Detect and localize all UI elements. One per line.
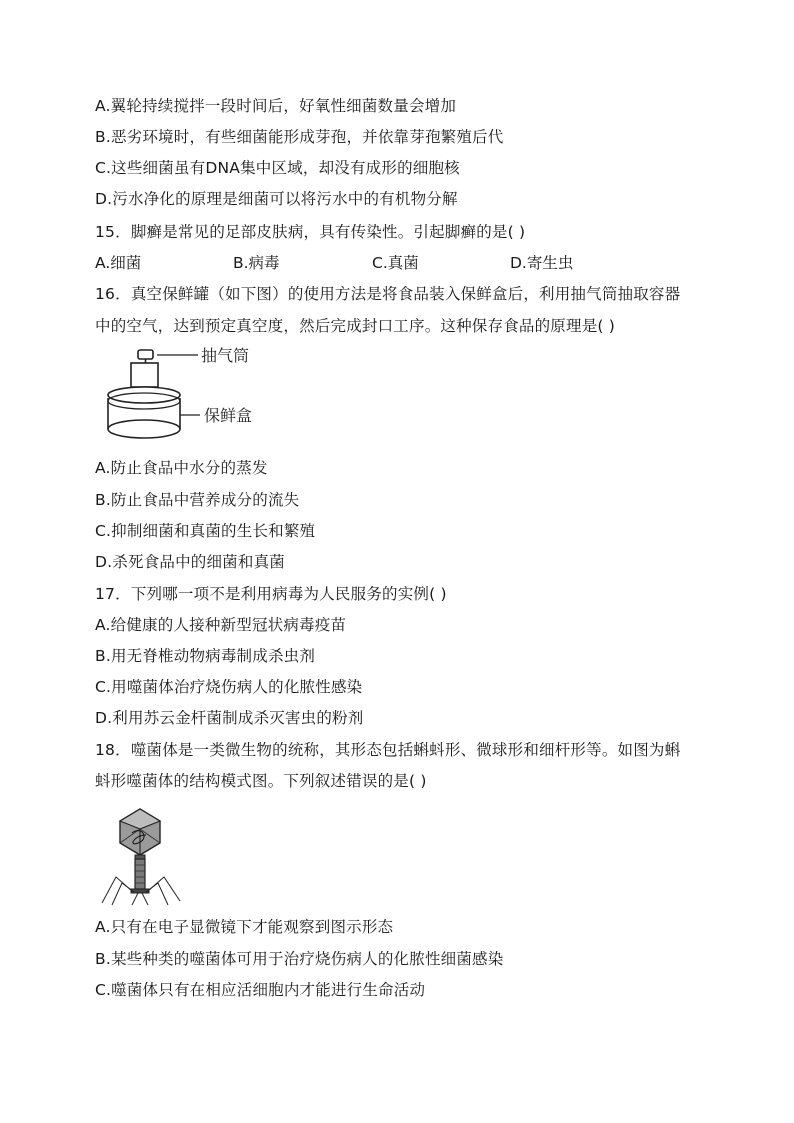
q18-stem-line2: 蚪形噬菌体的结构模式图。下列叙述错误的是( ) [95,772,427,790]
q18-option-a: A.只有在电子显微镜下才能观察到图示形态 [95,918,394,936]
q16-stem-line2: 中的空气，达到预定真空度，然后完成封口工序。这种保存食品的原理是( ) [95,317,616,335]
q18-option-b: B.某些种类的噬菌体可用于治疗烧伤病人的化脓性细菌感染 [95,950,504,968]
q16-stem-line1: 16．真空保鲜罐（如下图）的使用方法是将食品装入保鲜盒后，利用抽气筒抽取容器 [95,285,681,303]
q17-option-a: A.给健康的人接种新型冠状病毒疫苗 [95,616,347,634]
q15-stem: 15．脚癣是常见的足部皮肤病，具有传染性。引起脚癣的是( ) [95,223,526,241]
q14-option-c: C.这些细菌虽有DNA集中区域，却没有成形的细胞核 [95,159,460,177]
q14-option-b: B.恶劣环境时，有些细菌能形成芽孢，并依靠芽孢繁殖后代 [95,128,504,146]
q16-option-a: A.防止食品中水分的蒸发 [95,459,268,477]
q15-option-a: A.细菌 [95,254,142,272]
box-label: 保鲜盒 [204,406,253,425]
q15-option-b: B.病毒 [233,254,280,272]
q17-stem: 17．下列哪一项不是利用病毒为人民服务的实例( ) [95,585,447,603]
bacteriophage-figure [98,805,188,907]
q17-option-d: D.利用苏云金杆菌制成杀灭害虫的粉剂 [95,709,364,727]
q16-option-b: B.防止食品中营养成分的流失 [95,491,300,509]
q17-option-c: C.用噬菌体治疗烧伤病人的化脓性感染 [95,678,363,696]
q18-stem-line1: 18．噬菌体是一类微生物的统称，其形态包括蝌蚪形、微球形和细杆形等。如图为蝌 [95,741,681,759]
pump-label: 抽气筒 [201,346,250,365]
q18-option-c: C.噬菌体只有在相应活细胞内才能进行生命活动 [95,981,426,999]
q16-option-d: D.杀死食品中的细菌和真菌 [95,553,285,571]
q15-option-d: D.寄生虫 [510,254,574,272]
q14-option-d: D.污水净化的原理是细菌可以将污水中的有机物分解 [95,190,458,208]
q17-option-b: B.用无脊椎动物病毒制成杀虫剂 [95,647,316,665]
q15-option-c: C.真菌 [372,254,419,272]
q16-option-c: C.抑制细菌和真菌的生长和繁殖 [95,522,316,540]
vacuum-container-figure [100,343,280,448]
q14-option-a: A.翼轮持续搅拌一段时间后，好氧性细菌数量会增加 [95,97,457,115]
